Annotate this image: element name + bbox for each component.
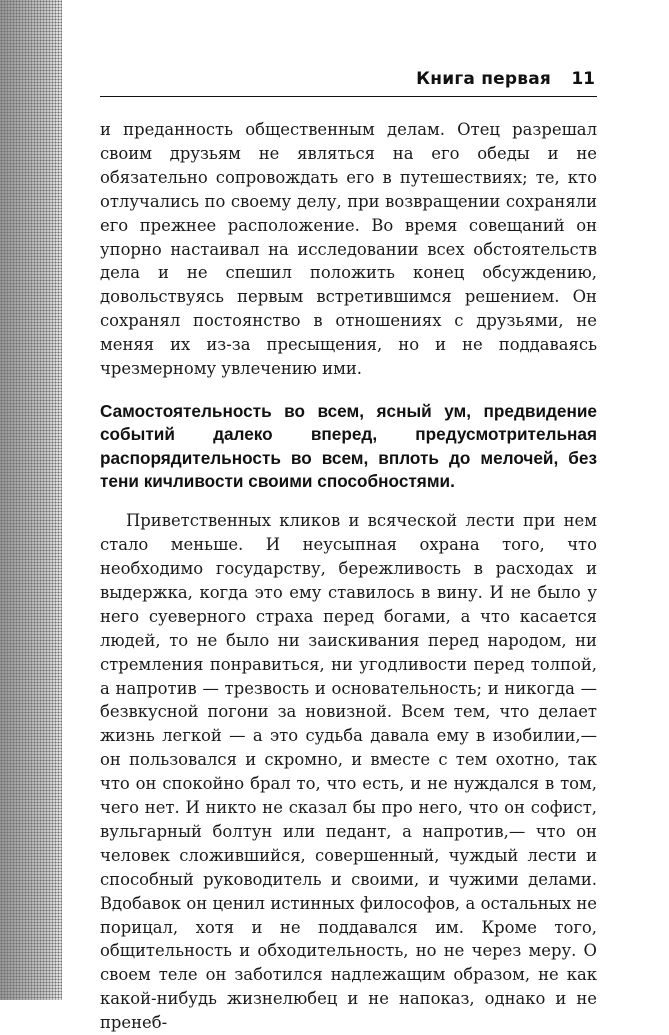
paragraph-2: Приветственных кликов и всяческой лести при нем стало меньше. И неусыпная охрана того, что необходимо государству, бережливость в расходах и выдержка, когда это ему ставилось в вину. И не было у него суеверного страха перед богами, а что касается людей, то не было ни заискивания перед народом, ни стремления понравиться, ни угодливости перед толпой, а напротив — трезвость и основательность; и никогда — безвкусной погони за новизной. Всем тем, что делает жизнь легкой — а это судьба давала ему в изобилии,— он пользовался и скромно, и вместе с тем охотно, так что он спокойно брал то, что есть, и не нуждался в том, чего нет. И никто не сказал бы про него, что он софист, вульгарный болтун или педант, а напротив,— что он человек сложившийся, совершенный, чуждый лести и способный руководитель и своими, и чужими делами. Вдобавок он ценил истинных философов, а остальных не порицал, хотя и не поддавался им. Кроме того, общительность и обходительность, но не через меру. О своем теле он заботился надлежащим образом, не как какой-нибудь жизнелюбец и не напоказ, однако и не пренеб- [100, 511, 597, 1033]
page-number: 11 [571, 69, 595, 89]
paragraph-1: и преданность общественным делам. Отец разрешал своим друзьям не являться на его обеды и не обязательно сопровождать его в путешествиях; те, кто отлучались по своему делу, при возвращении сохраняли его прежнее расположение. Во время совещаний он упорно настаивал на исследовании всех обстоятельств дела и не спешил положить конец обсуждению, довольствуясь первым встретившимся решением. Он сохранял постоянство в отношениях с друзьями, не меняя их из-за пресыщения, но и не поддаваясь чрезмерному увлечению ими. [100, 120, 597, 379]
section-heading: Самостоятельность во всем, ясный ум, предвидение событий далеко вперед, предусмотрительная распорядительность во всем, вплоть до мелочей, без тени кичливости своими способностями. [100, 400, 597, 491]
page-body [100, 118, 597, 1035]
scanned-page-edge [0, 0, 62, 1000]
page-header [100, 66, 597, 97]
running-title: Книга первая [416, 69, 551, 89]
